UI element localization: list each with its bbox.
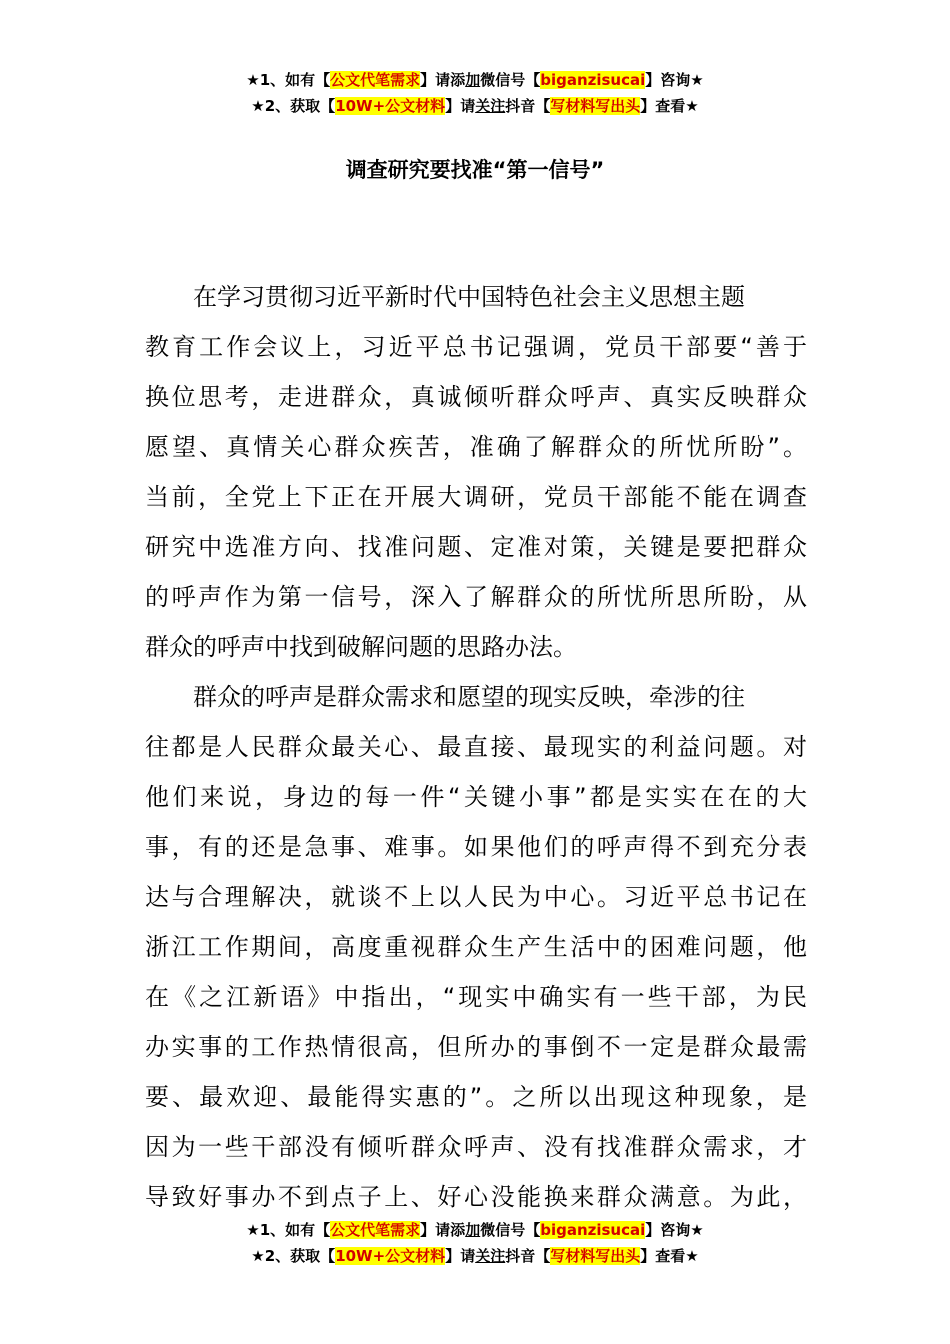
- banner-highlight-douyin: 写材料写出头: [550, 1247, 641, 1265]
- header-banner: [0, 67, 950, 119]
- banner-text: 抖音【: [505, 1247, 551, 1265]
- footer-banner: [0, 1217, 950, 1269]
- document-title: 调查研究要找准“第一信号”: [345, 158, 605, 182]
- banner-text: 抖音【: [505, 97, 551, 115]
- text-line: 他们来说，身边的每一件“关键小事”都是实实在在的大: [145, 783, 807, 811]
- banner-underline: 关注: [475, 1247, 506, 1265]
- banner-highlight: 10W+公文材料: [335, 97, 446, 115]
- banner-text: 】请添: [420, 1221, 466, 1239]
- banner-text: 微信号【: [480, 1221, 541, 1239]
- banner-text: ★1、如有【: [246, 1221, 331, 1239]
- banner-highlight-douyin: 写材料写出头: [550, 97, 641, 115]
- text-line: 导致好事办不到点子上、好心没能换来群众满意。为此，: [145, 1183, 807, 1211]
- banner-text: 】请: [445, 97, 476, 115]
- document-body: [145, 272, 807, 1222]
- banner-highlight-wechat: biganzisucai: [540, 1221, 646, 1239]
- text-line: 浙江工作期间，高度重视群众生产生活中的困难问题，他: [145, 933, 807, 961]
- text-line: 办实事的工作热情很高，但所办的事倒不一定是群众最需: [145, 1033, 807, 1061]
- text-line: 要、最欢迎、最能得实惠的”。之所以出现这种现象，是: [145, 1083, 807, 1111]
- banner-text: ★1、如有【: [246, 71, 331, 89]
- banner-text: 】查看★: [640, 1247, 699, 1265]
- text-line: 达与合理解决，就谈不上以人民为中心。习近平总书记在: [145, 883, 807, 911]
- banner-highlight: 公文代笔需求: [330, 1221, 421, 1239]
- text-line: 事，有的还是急事、难事。如果他们的呼声得不到充分表: [145, 833, 807, 861]
- banner-text: ★2、获取【: [251, 1247, 336, 1265]
- banner-underline: 关注: [475, 97, 506, 115]
- banner-text: 】咨询★: [645, 71, 704, 89]
- banner-text: 】请添: [420, 71, 466, 89]
- banner-text: 微信号【: [480, 71, 541, 89]
- banner-text: ★2、获取【: [251, 97, 336, 115]
- text-line: 教育工作会议上，习近平总书记强调，党员干部要“善于: [145, 333, 807, 361]
- text-line: 在《之江新语》中指出，“现实中确实有一些干部，为民: [145, 983, 807, 1011]
- banner-line-2: [0, 1243, 950, 1269]
- banner-line-1: [0, 67, 950, 93]
- banner-text: 】查看★: [640, 97, 699, 115]
- text-line: 愿望、真情关心群众疾苦，准确了解群众的所忧所盼”。: [145, 433, 807, 461]
- banner-underline: 加: [465, 1221, 481, 1239]
- text-line: 群众的呼声中找到破解问题的思路办法。: [145, 633, 577, 661]
- text-line: 研究中选准方向、找准问题、定准对策，关键是要把群众: [145, 533, 807, 561]
- banner-text: 】咨询★: [645, 1221, 704, 1239]
- banner-highlight: 公文代笔需求: [330, 71, 421, 89]
- banner-text: 】请: [445, 1247, 476, 1265]
- text-line: 因为一些干部没有倾听群众呼声、没有找准群众需求，才: [145, 1133, 807, 1161]
- banner-highlight-wechat: biganzisucai: [540, 71, 646, 89]
- banner-line-1: [0, 1217, 950, 1243]
- text-line: 群众的呼声是群众需求和愿望的现实反映，牵涉的往: [193, 683, 745, 711]
- banner-underline: 加: [465, 71, 481, 89]
- text-line: 往都是人民群众最关心、最直接、最现实的利益问题。对: [145, 733, 807, 761]
- text-line: 当前，全党上下正在开展大调研，党员干部能不能在调查: [145, 483, 807, 511]
- text-line: 的呼声作为第一信号，深入了解群众的所忧所思所盼，从: [145, 583, 807, 611]
- text-line: 换位思考，走进群众，真诚倾听群众呼声、真实反映群众: [145, 383, 807, 411]
- banner-line-2: [0, 93, 950, 119]
- banner-highlight: 10W+公文材料: [335, 1247, 446, 1265]
- text-line: 在学习贯彻习近平新时代中国特色社会主义思想主题: [193, 283, 745, 311]
